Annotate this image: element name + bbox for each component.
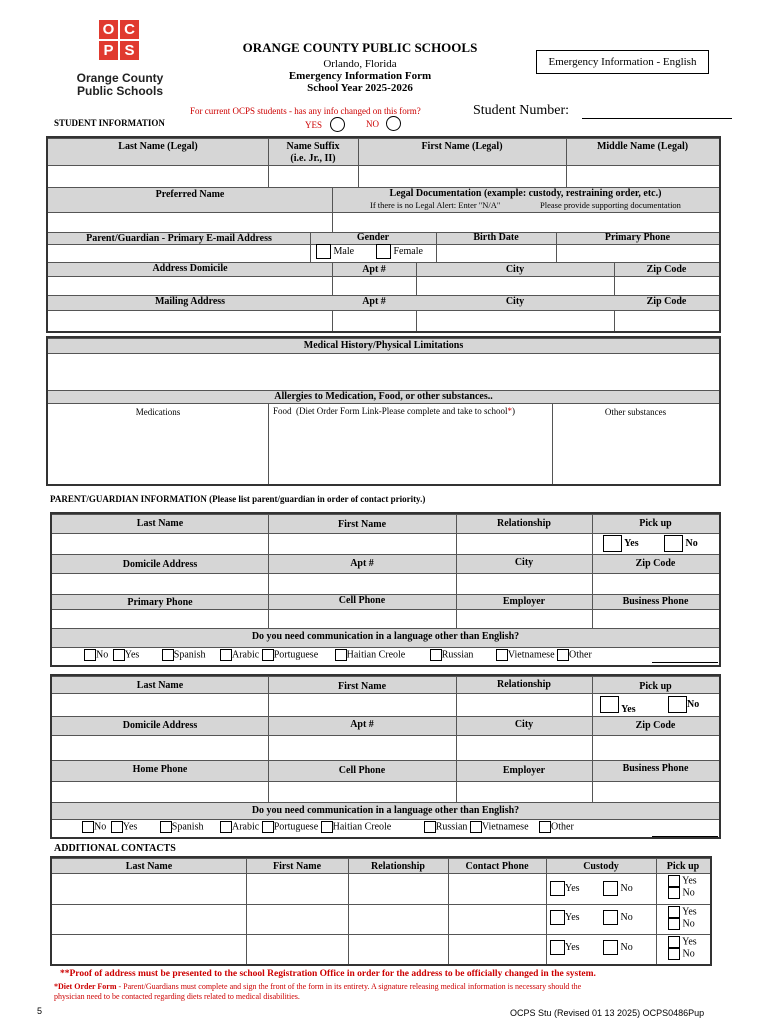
p1-lang-spanish: Spanish <box>173 649 206 661</box>
male-label: Male <box>333 245 355 257</box>
p2-lang-russian: Russian <box>435 821 468 833</box>
contacts-label-phone: Contact Phone <box>465 861 529 872</box>
c3-pickup-no-checkbox[interactable] <box>668 948 680 960</box>
c3-pickup-no: No <box>682 948 695 960</box>
label-parent-email: Parent/Guardian - Primary E-mail Address <box>86 233 272 244</box>
parent-section-title: PARENT/GUARDIAN INFORMATION (Please list parent/guardian in order of contact priority.) <box>50 494 426 504</box>
p1-lang-other-input[interactable] <box>652 662 718 663</box>
input-birth-date[interactable] <box>436 245 556 262</box>
label-middle-name-legal: Middle Name (Legal) <box>596 141 689 152</box>
p1-lang-portuguese-checkbox[interactable] <box>262 649 274 661</box>
p2-lang-arabic-checkbox[interactable] <box>220 821 232 833</box>
input-medications[interactable] <box>48 420 268 484</box>
p2-lang-other-checkbox[interactable] <box>539 821 551 833</box>
p2-lang-portuguese-checkbox[interactable] <box>262 821 274 833</box>
male-checkbox[interactable] <box>316 244 331 259</box>
c1-custody-yes: Yes <box>565 882 580 894</box>
p2-label-relationship: Relationship <box>497 679 551 690</box>
contacts-label-custody: Custody <box>583 861 619 872</box>
input-address-domicile[interactable] <box>48 277 332 295</box>
label-mailing-city: City <box>505 296 525 307</box>
changed-yes-label: YES <box>305 120 323 130</box>
input-food[interactable] <box>268 420 552 484</box>
p2-lang-yes-checkbox[interactable] <box>111 821 123 833</box>
p1-pickup-yes-label: Yes <box>624 537 639 549</box>
p2-label-employer: Employer <box>502 765 546 776</box>
p1-lang-arabic: Arabic <box>231 649 260 661</box>
p1-label-apt: Apt # <box>350 558 374 569</box>
c2-custody-yes-checkbox[interactable] <box>550 910 565 925</box>
c2-custody-no-checkbox[interactable] <box>603 910 618 925</box>
input-primary-phone[interactable] <box>556 245 719 262</box>
input-other-substances[interactable] <box>552 420 719 484</box>
changed-yes-radio[interactable] <box>330 117 345 132</box>
allergies-title: Allergies to Medication, Food, or other substances.. <box>274 391 493 402</box>
c1-custody-no: No <box>620 882 633 894</box>
input-medical-history[interactable] <box>48 354 719 390</box>
label-address-domicile: Address Domicile <box>152 263 228 274</box>
p1-lang-haitian: Haitian Creole <box>346 649 406 661</box>
label-apt: Apt # <box>362 264 386 275</box>
proof-of-address-note: **Proof of address must be presented to the school Registration Office in order for the address to be officially changed in the system. <box>60 969 596 979</box>
p1-lang-portuguese: Portuguese <box>273 649 319 661</box>
p2-pickup-yes-label: Yes <box>621 703 636 715</box>
student-number-input[interactable] <box>582 118 732 119</box>
p2-label-business-phone: Business Phone <box>622 763 689 774</box>
p1-label-last: Last Name <box>136 518 184 529</box>
p1-language-options <box>84 649 592 661</box>
p2-lang-russian-checkbox[interactable] <box>424 821 436 833</box>
p2-lang-spanish-checkbox[interactable] <box>160 821 172 833</box>
contacts-label-first: First Name <box>272 861 322 872</box>
medical-history-title: Medical History/Physical Limitations <box>303 340 464 351</box>
p1-pickup-yes-checkbox[interactable] <box>603 535 622 552</box>
p1-label-relationship: Relationship <box>497 518 551 529</box>
p2-lang-no-checkbox[interactable] <box>82 821 94 833</box>
form-name: Emergency Information Form <box>288 70 432 82</box>
label-preferred-name: Preferred Name <box>155 189 225 200</box>
p2-lang-other-input[interactable] <box>652 836 718 837</box>
p1-lang-yes: Yes <box>124 649 140 661</box>
label-primary-phone: Primary Phone <box>604 232 671 243</box>
c2-custody-yes: Yes <box>565 911 580 923</box>
input-preferred-name[interactable] <box>48 213 332 233</box>
c3-pickup-yes-checkbox[interactable] <box>668 936 680 948</box>
label-gender: Gender <box>356 232 390 243</box>
p1-lang-other-checkbox[interactable] <box>557 649 569 661</box>
c1-custody-yes-checkbox[interactable] <box>550 881 565 896</box>
p2-lang-haitian: Haitian Creole <box>332 821 392 833</box>
p1-input-first[interactable] <box>268 534 456 554</box>
p2-label-zip: Zip Code <box>635 720 676 731</box>
p1-pickup-no-label: No <box>685 537 698 549</box>
p1-lang-no: No <box>96 649 109 661</box>
p1-lang-arabic-checkbox[interactable] <box>220 649 232 661</box>
p2-label-first: First Name <box>337 681 387 692</box>
diet-close: ) <box>511 406 515 416</box>
legal-note-na: If there is no Legal Alert: Enter "N/A" <box>370 200 501 210</box>
c2-pickup-yes: Yes <box>682 906 697 918</box>
p2-input-home-phone[interactable] <box>52 782 268 802</box>
p2-lang-yes: Yes <box>122 821 138 833</box>
p2-lang-haitian-checkbox[interactable] <box>321 821 333 833</box>
p1-label-employer: Employer <box>502 596 546 607</box>
label-city: City <box>505 264 525 275</box>
input-suffix[interactable] <box>268 166 358 187</box>
p1-input-domicile[interactable] <box>52 574 268 594</box>
c3-custody-yes: Yes <box>565 941 580 953</box>
c3-pickup-yes: Yes <box>682 936 697 948</box>
label-first-name-legal: First Name (Legal) <box>421 141 503 152</box>
c2-pickup-no-checkbox[interactable] <box>668 918 680 930</box>
p1-label-pickup: Pick up <box>639 518 672 529</box>
p2-pickup-no-checkbox[interactable] <box>668 696 687 713</box>
p2-label-domicile: Domicile Address <box>122 720 198 731</box>
logo-line1: Orange County <box>76 71 164 85</box>
label-legal-doc: Legal Documentation (example: custody, restraining order, etc.) <box>389 188 662 199</box>
label-other-substances: Other substances <box>604 407 667 417</box>
p1-label-primary-phone: Primary Phone <box>127 597 193 608</box>
diet-star: * <box>507 406 512 416</box>
p2-pickup-no-label: No <box>687 698 700 710</box>
p1-lang-vietnamese-checkbox[interactable] <box>496 649 508 661</box>
logo-letter: O <box>99 20 118 39</box>
p1-lang-spanish-checkbox[interactable] <box>162 649 174 661</box>
changed-no-label: NO <box>366 119 379 129</box>
female-checkbox[interactable] <box>376 244 391 259</box>
p2-language-question: Do you need communication in a language other than English? <box>251 805 520 816</box>
logo-letter: S <box>120 41 139 60</box>
label-name-suffix: Name Suffix <box>286 141 340 152</box>
c2-custody-no: No <box>620 911 633 923</box>
p2-input-last[interactable] <box>52 694 268 716</box>
p1-label-city: City <box>514 557 534 568</box>
p2-lang-vietnamese-checkbox[interactable] <box>470 821 482 833</box>
c3-custody-no-checkbox[interactable] <box>603 940 618 955</box>
p1-label-zip: Zip Code <box>635 558 676 569</box>
p1-pickup-no-checkbox[interactable] <box>664 535 683 552</box>
p1-lang-russian: Russian <box>441 649 474 661</box>
label-zip: Zip Code <box>646 264 687 275</box>
input-last-name[interactable] <box>48 166 268 187</box>
c1-pickup-no: No <box>682 887 695 899</box>
page-title: ORANGE COUNTY PUBLIC SCHOOLS <box>242 40 478 55</box>
c1-custody-no-checkbox[interactable] <box>603 881 618 896</box>
p2-label-last: Last Name <box>136 680 184 691</box>
contacts-label-relationship: Relationship <box>371 861 425 872</box>
p1-lang-no-checkbox[interactable] <box>84 649 96 661</box>
p1-input-relationship[interactable] <box>456 534 592 554</box>
p2-pickup-yes-checkbox[interactable] <box>600 696 619 713</box>
p2-label-apt: Apt # <box>350 719 374 730</box>
p1-lang-other: Other <box>569 649 592 661</box>
p2-input-domicile[interactable] <box>52 736 268 760</box>
p2-language-options <box>82 821 574 833</box>
legal-note-support: Please provide supporting documentation <box>540 200 681 210</box>
c2-pickup-yes-checkbox[interactable] <box>668 906 680 918</box>
header-city: Orlando, Florida <box>323 58 397 70</box>
contacts-label-pickup: Pick up <box>666 861 700 872</box>
p1-label-business-phone: Business Phone <box>622 596 689 607</box>
c1-pickup-yes-checkbox[interactable] <box>668 875 680 887</box>
input-parent-email[interactable] <box>48 245 310 262</box>
info-changed-question: For current OCPS students - has any info changed on this form? <box>190 106 421 116</box>
p2-lang-no: No <box>94 821 107 833</box>
label-medications: Medications <box>135 407 181 417</box>
p2-lang-portuguese: Portuguese <box>273 821 319 833</box>
p1-language-question: Do you need communication in a language other than English? <box>251 631 520 642</box>
language-version-box: Emergency Information - English <box>536 50 709 74</box>
p1-input-primary-phone[interactable] <box>52 610 268 628</box>
label-mailing-address: Mailing Address <box>154 296 226 307</box>
contacts-label-last: Last Name <box>125 861 173 872</box>
diet-order-text2: physician need to be contacted regarding diets related to medical disabilities. <box>54 992 300 1001</box>
input-middle-name[interactable] <box>566 166 719 187</box>
label-mailing-apt: Apt # <box>362 296 386 307</box>
label-last-name-legal: Last Name (Legal) <box>118 141 198 152</box>
c2-pickup-no: No <box>682 918 695 930</box>
p2-input-first[interactable] <box>268 694 456 716</box>
logo-letter: C <box>120 20 139 39</box>
p2-lang-other: Other <box>551 821 574 833</box>
diet-form-link[interactable]: (Diet Order Form Link-Please complete and take to school <box>296 406 508 416</box>
label-food: Food <box>273 406 292 416</box>
input-first-name[interactable] <box>358 166 566 187</box>
school-year: School Year 2025-2026 <box>307 82 413 94</box>
student-section-title: STUDENT INFORMATION <box>54 118 165 128</box>
p2-label-pickup: Pick up <box>639 681 672 692</box>
label-name-suffix-example: (i.e. Jr., II) <box>290 153 336 164</box>
diet-order-text: - Parent/Guardians must complete and sign the front of the form in its entirety. A signature releasing medical information is necessary should the <box>116 982 582 991</box>
p2-label-cell-phone: Cell Phone <box>338 765 386 776</box>
p2-lang-spanish: Spanish <box>171 821 204 833</box>
c3-custody-yes-checkbox[interactable] <box>550 940 565 955</box>
p1-lang-haitian-checkbox[interactable] <box>335 649 347 661</box>
p1-input-last[interactable] <box>52 534 268 554</box>
p2-label-city: City <box>514 719 534 730</box>
p2-input-relationship[interactable] <box>456 694 592 716</box>
p1-lang-yes-checkbox[interactable] <box>113 649 125 661</box>
c1-pickup-yes: Yes <box>682 875 697 887</box>
p2-label-home-phone: Home Phone <box>132 764 188 775</box>
additional-contacts-title: ADDITIONAL CONTACTS <box>54 843 176 854</box>
female-label: Female <box>393 245 423 257</box>
page-number: 5 <box>37 1006 43 1016</box>
p1-label-first: First Name <box>337 519 387 530</box>
c3-custody-no: No <box>620 941 633 953</box>
p1-lang-russian-checkbox[interactable] <box>430 649 442 661</box>
label-birth-date: Birth Date <box>473 232 519 243</box>
p1-label-domicile: Domicile Address <box>122 559 198 570</box>
student-number-label: Student Number: <box>473 103 570 118</box>
p2-lang-arabic: Arabic <box>231 821 260 833</box>
label-mailing-zip: Zip Code <box>646 296 687 307</box>
diet-order-label: *Diet Order Form <box>54 982 117 991</box>
input-legal-doc[interactable] <box>332 213 719 233</box>
p2-lang-vietnamese: Vietnamese <box>481 821 529 833</box>
revision-note: OCPS Stu (Revised 01 13 2025) OCPS0486Pup <box>510 1008 705 1018</box>
logo-letter: P <box>99 41 118 60</box>
logo-line2: Public Schools <box>76 84 163 98</box>
input-mailing-address[interactable] <box>48 311 332 331</box>
p1-label-cell-phone: Cell Phone <box>338 595 386 606</box>
c1-pickup-no-checkbox[interactable] <box>668 887 680 899</box>
changed-no-radio[interactable] <box>386 116 401 131</box>
p1-lang-vietnamese: Vietnamese <box>507 649 555 661</box>
